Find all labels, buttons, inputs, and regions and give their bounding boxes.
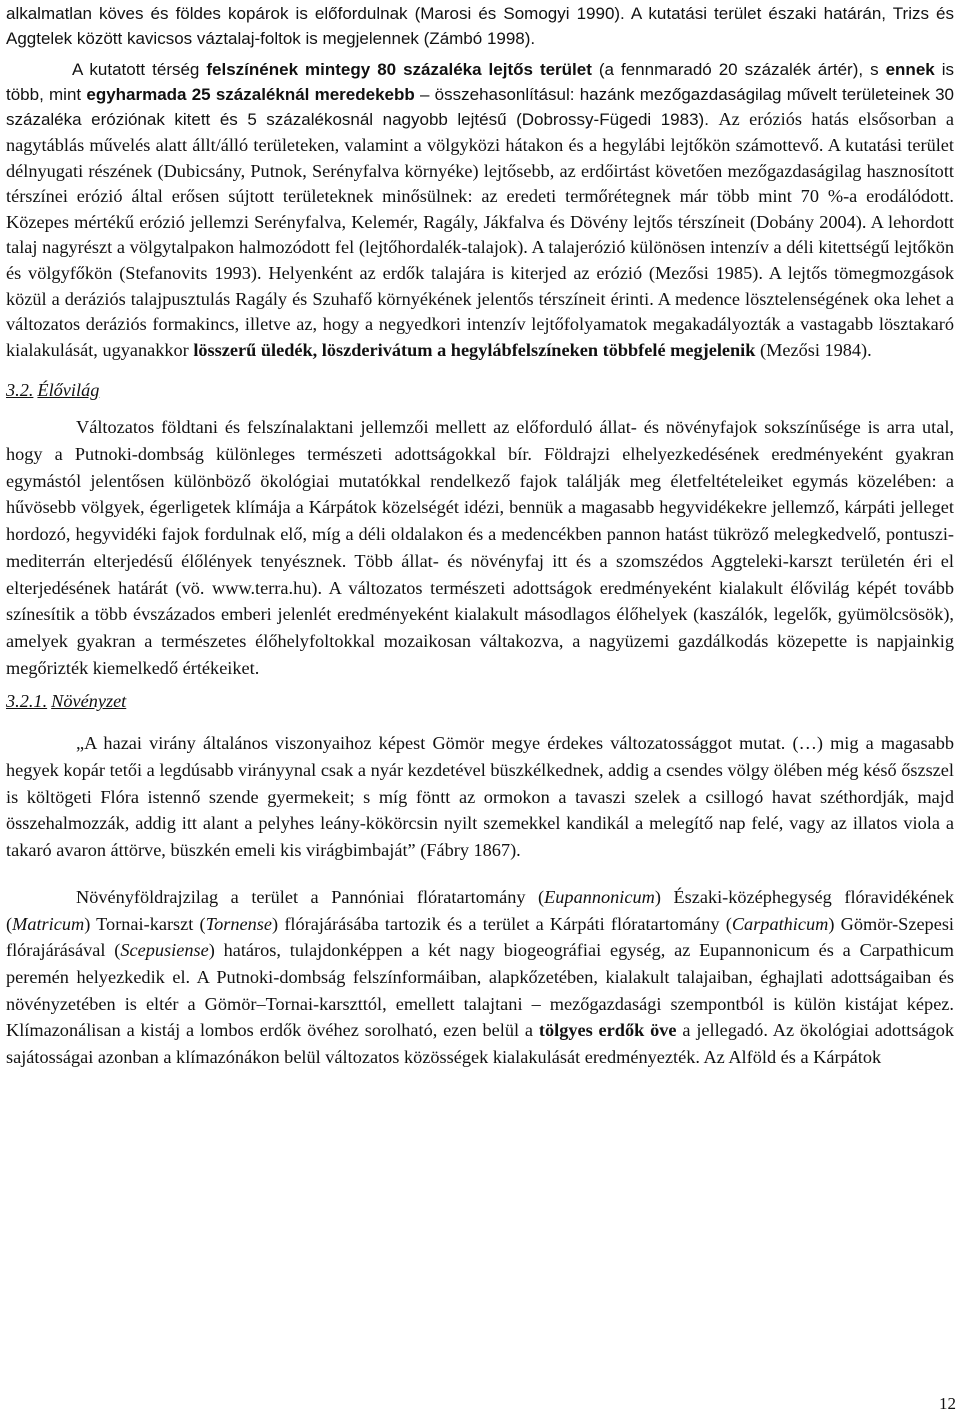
paragraph-quote <box>6 730 954 864</box>
paragraph-plant-geography <box>6 884 954 1071</box>
text-run: Növényföldrajzilag a terület a Pannóniai flóratartomány ( <box>76 886 545 907</box>
text-run: ) Tornai-karszt ( <box>84 913 206 934</box>
italic-run: Matricum <box>12 913 85 934</box>
paragraph-elovilag-text: Változatos földtani és felszínalaktani jellemzői mellett az előforduló állat- és növényfajok sokszínűsége is arra utal, hogy a Putnoki-dombság különleges természeti adottságokkal bír. Földrajzi elhelyezkedésének eredményeként gyakran egymástól jelentősen különböző ökológiai mutatókkal rendelkező fajok találják meg életfeltételeiket egymás közelében: a hűvösebb völgyek, égerligetek klímája a Kárpátok közelségét idézi, bennük a magasabb hegyvidékekre jellemző, kárpáti jelleget hordozó, hegyvidéki fajok fordulnak elő, míg a déli oldalakon és a medencékben pannon hatást tükröző melegkedvelő, pontuszi-mediterrán elterjedésű élőlények tenyésznek. Több állat- és növényfaj itt és a szomszédos Aggteleki-karszt területén éri el elterjedésének határát (vö. www.terra.hu). A változatos természeti adottságok eredményeként kialakult élővilág képét tovább színesítik a több évszázados emberi jelenlét eredményeként kialakult másodlagos élőhelyek (kaszálók, legelők, gyümölcsösök), amelyek gyakran a természetes élőhelyfoltokkal mozaikosan váltakozva, a nagyüzemi gazdálkodás közepette is napjainkig megőrizték kiemelkedő értékeiket. <box>6 417 954 678</box>
bold-run: ennek <box>885 60 935 80</box>
bold-run: tölgyes erdők öve <box>538 1020 677 1041</box>
text-run: – összehasonlításul: hazánk mezőgazdaságilag művelt területeinek 30 százaléka eróziónak kitett és 5 százalékosnál nagyobb lejtésű (Dobrossy-Fügedi 1983). <box>6 84 955 130</box>
bold-run: felszínének mintegy 80 százaléka lejtős terület <box>206 60 592 80</box>
italic-run: Carpathicum <box>731 913 829 934</box>
text-run: (a fennmaradó 20 százalék ártér), s <box>591 60 886 80</box>
bold-run: lösszerű üledék, löszderivátum a hegylábfelszíneken többfelé megjelenik <box>193 339 756 360</box>
paragraph-erosion <box>6 109 954 359</box>
text-run: Az eróziós hatás elsősorban a nagytáblás művelés alatt állt/álló területeken, valamint a völgyközi hátakon és a hegylábi lejtőkön számottevő. A kutatási terület délnyugati részének (Dubicsány, Putnok, Serényfalva környéke) lejtősebb, az erdőirtást követően mezőgazdaságilag hasznosított térszínei erózió által erősen sújtott területeknek minősülnek: az eredeti termőrétegnek már több mint 70 %-a erodálódott. Közepes mértékű erózió jellemzi Serényfalva, Kelemér, Ragály, Jákfalva és Dövény lejtős térszíneit (Dobány 2004). A lehordott talaj nagyrészt a völgytalpakon halmozódott fel (lejtőhordalék-talajok). A talajerózió különösen intenzív a déli kitettségű lejtőkön és völgyfőkön (Stefanovits 1993). Helyenként az erdők talajára is kiterjed az erózió (Mezősi 1985). A lejtős tömegmozgások közül a deráziós talajpusztulás Ragály és Szuhafő környékének jelentős térszíneit érinti. A medence lösztelenségének oka lehet a változatos deráziós formakincs, illetve az, hogy a negyedkori intenzív lejtőfolyamatok megakadályozták a vastagabb lösztakaró kialakulását, ugyanakkor <box>6 109 954 360</box>
text-run: A kutatott térség <box>72 60 207 80</box>
document-page <box>6 0 954 1071</box>
text-run: is több, mint <box>6 60 955 104</box>
quote-text: „A hazai virány általános viszonyaihoz képest Gömör megye érdekes változatossággot mutat. (…) mig a magasabb hegyek kopár tetői a legdúsabb virányynal csak a nyár kezdetével büszkélkednek, addig a csendes völgy ölében még késő őszszel is költögeti Flóra istennő szende gyermekeit; s míg föntt az ormokon a tavaszi szelek a csillogó havat széthordják, majd összehalmozzák, addig itt alant a pelyhes leány-kökörcsin nyilt szemekkel kandikál a melegítő nap felé, vagy az illatos viola a takaró avaron áttörve, büszkén emeli kis virágbimbaját” (Fábry 1867). <box>6 733 954 861</box>
text-run: a jellegadó. Az ökológiai adottságok sajátosságai azonban a klímazónákon belül változatos közösségek kialakulását eredményezték. Az Alföld és a Kárpátok <box>6 1020 955 1068</box>
bold-run: egyharmada 25 százaléknál meredekebb <box>86 84 415 104</box>
italic-run: Eupannonicum <box>544 886 655 907</box>
text-run: ) Gömör-Szepesi flórajárásával ( <box>6 913 955 961</box>
text-run: ) Északi-középhegység flóravidékének ( <box>6 886 954 934</box>
section-number: 3.2. <box>6 380 34 401</box>
section-title: Élővilág <box>37 380 100 401</box>
paragraph-elovilag <box>6 414 954 681</box>
page-number: 12 <box>939 1394 956 1413</box>
section-heading-elovilag <box>6 380 954 401</box>
italic-run: Tornense <box>205 913 273 934</box>
section-number: 3.2.1. <box>6 691 48 712</box>
paragraph-soils <box>6 2 954 51</box>
paragraph-slopes <box>6 58 954 363</box>
section-title: Növényzet <box>51 691 127 712</box>
text-run: ) flórajárásába tartozik és a terület a Kárpáti flóratartomány ( <box>272 913 732 934</box>
text-run: (Mezősi 1984). <box>755 339 872 360</box>
text-run: ) határos, tulajdonképpen a két nagy biogeográfiai egység, az Eupannonicum és a Carpathicum peremén helyezkedik el. A Putnoki-dombság felszínformáiban, alapkőzetében, kialakult talajaiban, éghajlati adottságaiban és növényzetében is eltér a Gömör–Tornai-karszttól, emellett talajtani – mezőgazdasági szempontból is külön kistájat képez. Klímazonálisan a kistáj a lombos erdők övéhez sorolható, ezen belül a <box>6 940 955 1041</box>
paragraph-soils-text: alkalmatlan köves és földes kopárok is előfordulnak (Marosi és Somogyi 1990). A kutatási terület északi határán, Trizs és Aggtelek között kavicsos váztalaj-foltok is megjelennek (Zámbó 1998). <box>6 4 954 48</box>
section-heading-novenyzet <box>6 691 954 712</box>
italic-run: Scepusiense <box>120 940 209 961</box>
